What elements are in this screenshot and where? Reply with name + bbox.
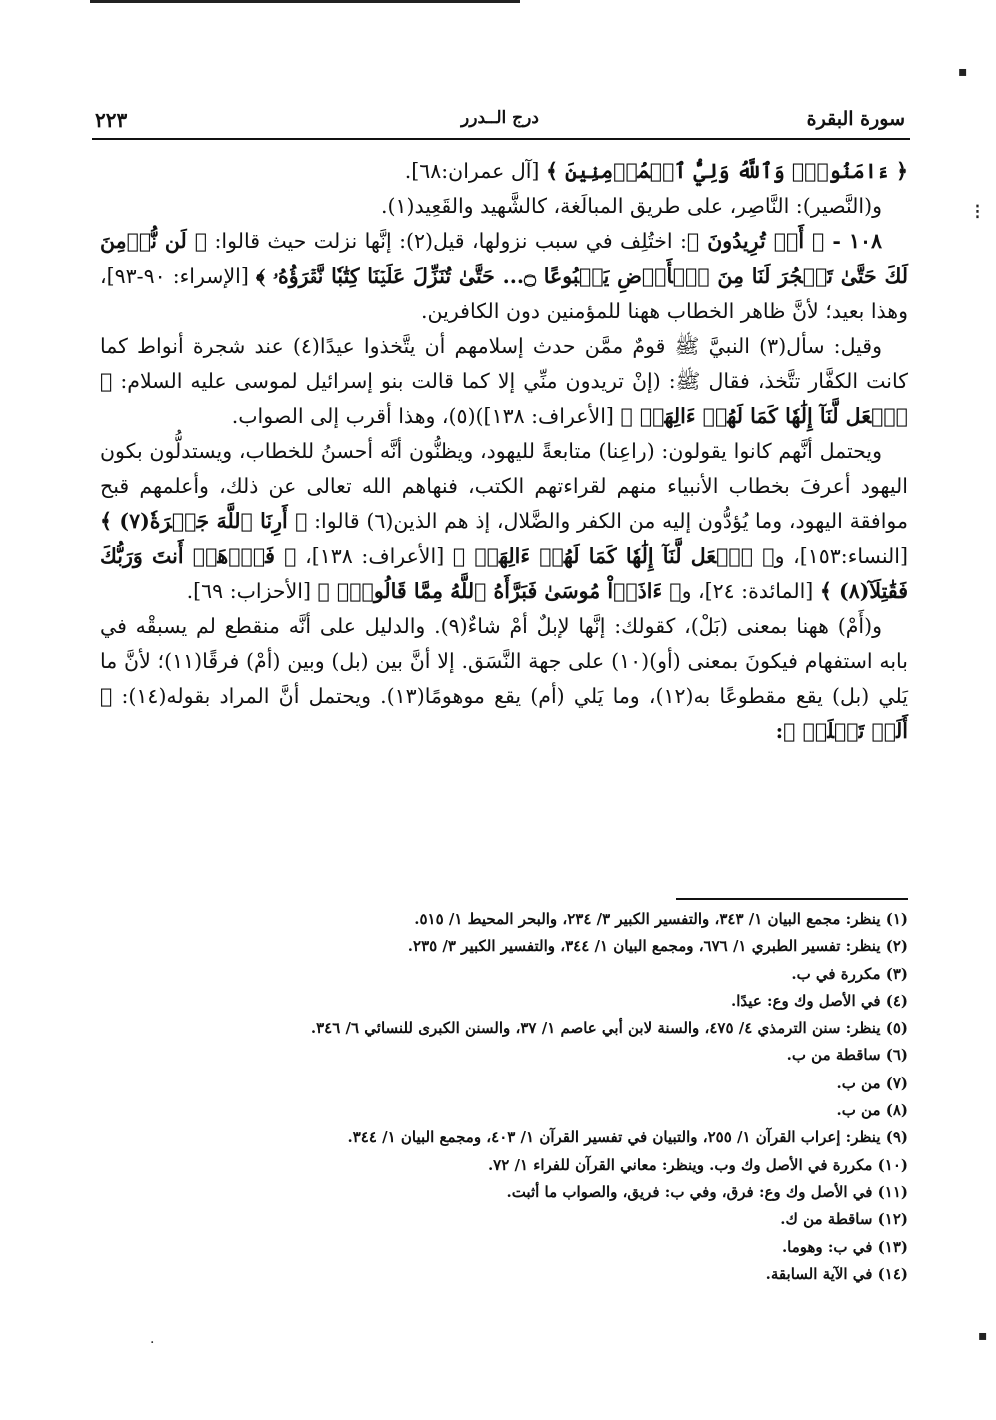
footnote-divider (676, 898, 908, 900)
text-run: [الأحزاب: ٦٩]. (186, 579, 318, 603)
footnote: (١) ينظر: مجمع البيان ١/ ٣٤٣، والتفسير الكبير ٣/ ٢٣٤، والبحر المحيط ١/ ٥١٥. (414, 910, 908, 928)
footnote: (٥) ينظر: سنن الترمذي ٤/ ٤٧٥، والسنة لابن أبي عاصم ١/ ٣٧، والسنن الكبرى للنسائي ٦/ ٣٤٦. (310, 1019, 908, 1038)
scan-speck: ⁝ (974, 200, 981, 225)
footnote: (٨) من ب. (836, 1101, 908, 1120)
scan-speck: · (150, 1335, 155, 1351)
quran-verse: ﴿ أَرِنَا ٱللَّهَ جَهۡرَةٗ(٧) ﴾ (100, 509, 308, 533)
scan-speck: ▪ (958, 64, 968, 80)
text-run: و(أَمْ) ههنا بمعنى (بَلْ)، كقولك: إنَّها لإبلٌ أمْ شاءٌ(٩). والدليل على أنَّه منقطع لم يسبقْه في بابه استفهام فيكونَ بمعنى (أو)(١٠) على جهة النَّسَق. إلا أنَّ بين (بل) وبين (أمْ) فرقًا(١١)؛ لأنَّ ما يَلي (بل) يقع مقطوعًا به(١٢)، وما يَلي (أم) يقع موهومًا(١٣). ويحتمل أنَّ المراد بقوله(١٤): (100, 614, 909, 708)
footnote: (١١) في الأصل وك وع: فرق، وفي ب: فريق، والصواب ما أثبت. (506, 1182, 908, 1201)
page-header (95, 108, 905, 134)
verse-number: ١٠٨ - (824, 229, 882, 253)
main-text (100, 154, 908, 749)
book-title: درج الــدرر (461, 108, 539, 128)
text-run: [النساء:١٥٣]، و (774, 544, 908, 568)
scan-edge-line (90, 0, 520, 3)
page-number: ٢٢٣ (95, 108, 128, 132)
text-run: ويحتمل أنَّهم كانوا يقولون: (راعِنا) متابعةً لليهود، ويظنُّون أنَّه أحسنُ للخطاب، ويستدلُّون بكون اليهود أعرفَ بخطاب الأنبياء منهم لقراءتهم الكتب، فنهاهم الله تعالى عن ذلك، وأعلمهم قبح موافقة اليهود، وما يُؤدُّون إليه من الكفر والضَّلال، إذ هم الذين(٦) قالوا: (100, 439, 908, 533)
footnote: (٦) ساقطة من ب. (786, 1046, 908, 1065)
quran-verse: ﴿ ٱجۡعَل لَّنَآ إِلَٰهٗا كَمَا لَهُمۡ ءَالِهَةٞ ﴾ (100, 369, 908, 428)
paragraph (100, 609, 908, 749)
footnote: (٧) من ب. (836, 1073, 908, 1092)
quran-verse: ﴿ ءَامَنُواْۗ وَٱللَّهُ وَلِيُّ ٱلۡمُؤۡمِنِينَ ﴾ (545, 159, 908, 183)
paragraph: و(النَّصير): النَّاصِر، على طريق المبالَغة، كالشَّهيد والقَعِيد(١). (380, 194, 882, 218)
footnote: (١٤) في الآية السابقة. (765, 1264, 908, 1283)
text-run: : (775, 719, 784, 743)
footnote: (١٣) في ب: وهوما. (781, 1237, 908, 1256)
paragraph (100, 434, 908, 609)
footnote: (٤) في الأصل وك وع: عيدًا. (731, 991, 908, 1010)
footnote: (١٢) ساقطة من ك. (780, 1210, 908, 1229)
footnote: (٩) ينظر: إعراب القرآن ١/ ٢٥٥، والتبيان في تفسير القرآن ١/ ٤٠٣، ومجمع البيان ١/ ٣٤٤. (347, 1128, 908, 1147)
quran-verse: ﴿ ءَاذَوۡاْ مُوسَىٰ فَبَرَّأَهُ ٱللَّهُ مِمَّا قَالُواْۚ ﴾ (317, 579, 682, 603)
paragraph (100, 224, 908, 329)
header-divider (92, 138, 910, 140)
footnote: (٢) ينظر: تفسير الطبري ١/ ٦٧٦، ومجمع البيان ١/ ٣٤٤، والتفسير الكبير ٣/ ٢٣٥. (407, 937, 908, 956)
text-run: [المائدة: ٢٤]، و (681, 579, 820, 603)
paragraph (100, 154, 908, 189)
footnotes (160, 906, 908, 1288)
quran-verse: ﴿ فَٱذۡهَبۡ أَنتَ وَرَبُّكَ فَقَٰتِلَآ(٨) ﴾ (100, 544, 908, 603)
text-run: [الأعراف: ١٣٨])(٥)، وهذا أقرب إلى الصواب. (231, 404, 621, 428)
surah-title: سورة البقرة (806, 108, 905, 130)
text-run: [الأعراف: ١٣٨]، (296, 544, 453, 568)
quran-verse: ﴿ لَن نُّؤۡمِنَ لَكَ حَتَّىٰ تَفۡجُرَ لَنَا مِنَ ٱلۡأَرۡضِ يَنۢبُوعًا ۝... حَتَّىٰ تُنَزِّلَ عَلَيۡنَا كِتَٰبٗا نَّقۡرَؤُهُۥ ﴾ (100, 229, 908, 288)
text-run: وقيل: سأل(٣) النبيَّ ﷺ قومٌ ممَّن حدث إسلامهم أن يتَّخذوا عيدًا(٤) عند شجرة أنواط كما كانت الكفَّار تتَّخذ، فقال ﷺ: (إنْ تريدون منِّي إلا كما قالت بنو إسرائيل لموسى عليه السلام: (100, 334, 908, 393)
quran-verse: ﴿ أَمۡ تُرِيدُونَ ﴾ (686, 229, 825, 253)
text-run: : اختُلِف في سبب نزولها، قيل(٢): إنَّها نزلت حيث قالوا: (207, 229, 687, 253)
footnote: (٣) مكررة في ب. (791, 964, 908, 983)
quran-verse: ﴿ ٱجۡعَل لَّنَآ إِلَٰهٗا كَمَا لَهُمۡ ءَالِهَةٞ ﴾ (452, 544, 775, 568)
scan-speck: ▪ (978, 1328, 988, 1344)
paragraph (100, 329, 908, 434)
text-run: [الإسراء: ٩٠-٩٣]، وهذا بعيد؛ لأنَّ ظاهر الخطاب ههنا للمؤمنين دون الكافرين. (100, 264, 908, 323)
verse-reference: [آل عمران:٦٨]. (404, 159, 540, 183)
footnote: (١٠) مكررة في الأصل وك وب. وينظر: معاني القرآن للفراء ١/ ٧٢. (487, 1155, 908, 1174)
quran-verse: ﴿ أَلَمۡ تَعۡلَمۡ ﴾ (100, 684, 908, 743)
